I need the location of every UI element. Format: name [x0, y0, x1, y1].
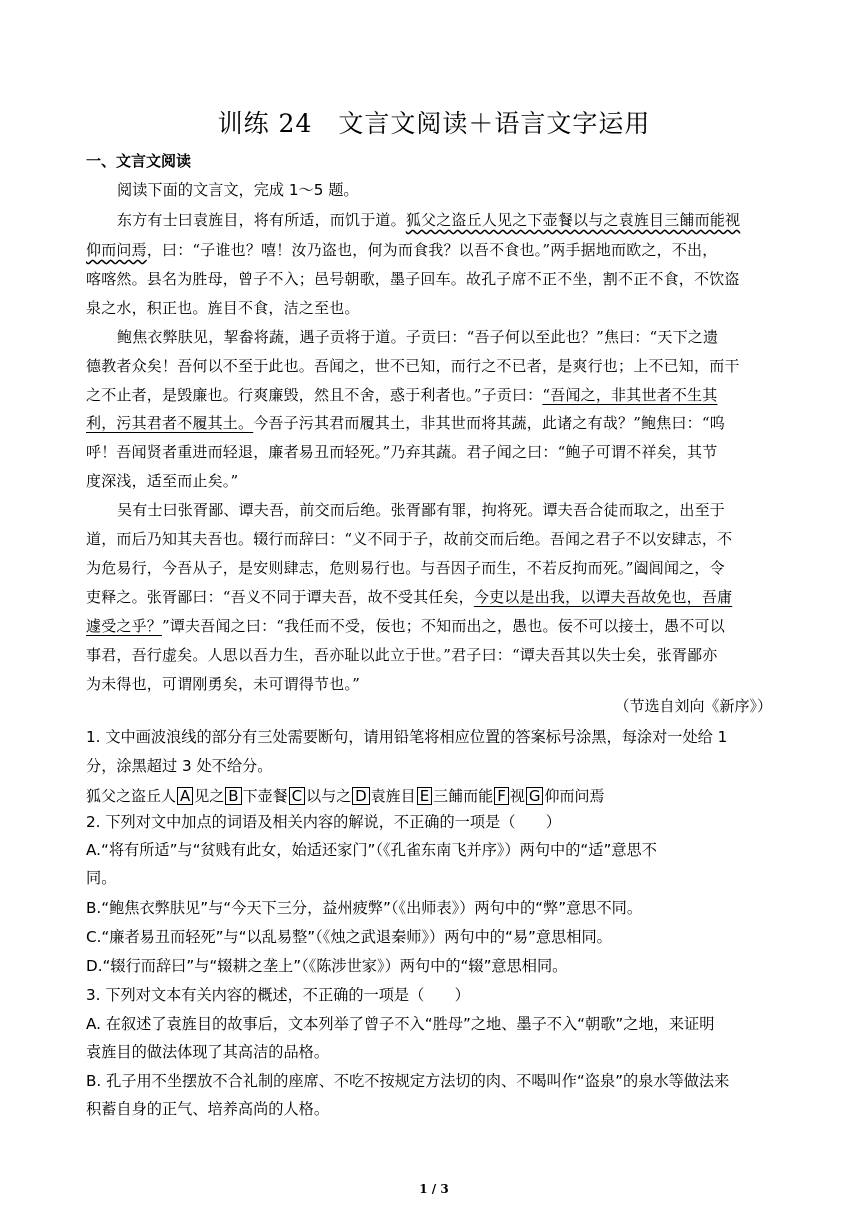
q2-option-a-cont: 同。: [86, 869, 117, 887]
q2-option-c: C.“廉者易丑而轻死”与“以乱易整”（《烛之武退秦师》）两句中的“易”意思相同。: [86, 928, 612, 946]
question-1-cont: 分，涂黑超过 3 处不给分。: [86, 757, 273, 775]
source-citation: （节选自刘向《新序》）: [614, 697, 772, 715]
q2-option-d: D.“辍行而辞曰”与“辍耕之垄上”（《陈涉世家》）两句中的“辍”意思相同。: [86, 957, 568, 975]
question-2: 2. 下列对文中加点的词语及相关内容的解说，不正确的一项是（ ）: [86, 813, 561, 831]
passage-line: 吴有士曰张胥鄙、谭夫吾，前交而后绝。张胥鄙有罪，拘将死。谭夫吾合徒而取之，出至于: [117, 501, 726, 519]
wavy-underline-text: 仰而问焉: [86, 241, 147, 259]
underlined-text: 利，污其君者不履其土。: [86, 414, 254, 432]
page-number: 1 / 3: [419, 1182, 449, 1196]
underlined-text: “吾闻之，非其世者不生其: [542, 386, 718, 404]
answer-box-a[interactable]: A: [177, 787, 193, 805]
passage-line: 呼！吾闻贤者重进而轻退，廉者易丑而轻死。”乃弃其蔬。君子闻之曰：“鲍子可谓不祥矣，其节: [86, 443, 718, 461]
passage-line: 为危易行，今吾从子，是安则肆志，危则易行也。与吾因子而生，不若反拘而死。”阖闾闻之，令: [86, 559, 725, 577]
answer-box-d[interactable]: D: [352, 787, 370, 805]
underlined-text: 今吏以是出我，以谭夫吾故免也，吾庸: [473, 588, 733, 606]
page-title: 训练 24 文言文阅读＋语言文字运用: [217, 109, 651, 138]
q3-option-a: A. 在叙述了袁旌目的故事后，文本列举了曾子不入“胜母”之地、墨子不入“朝歌”之地，来证明: [86, 1015, 715, 1033]
q1-options: 狐父之盗丘人 A 见之 B 下壶餐 C 以与之 D 袁旌目 E 三餔而能 F 视 G 仰而问焉: [86, 787, 605, 805]
answer-box-g[interactable]: G: [526, 787, 544, 805]
instructions: 阅读下面的文言文，完成 1～5 题。: [117, 181, 359, 199]
q3-option-b: B. 孔子用不坐摆放不合礼制的座席、不吃不按规定方法切的肉、不喝叫作“盗泉”的泉水等做法来: [86, 1072, 730, 1090]
q2-option-b: B.“鲍焦衣弊肤见”与“今天下三分，益州疲弊”（《出师表》）两句中的“弊”意思不同。: [86, 899, 643, 917]
passage-line: 利，污其君者不履其土。今吾子污其君而履其土，非其世而将其蔬，此诸之有哉？”鲍焦曰：“呜: [86, 414, 725, 432]
answer-box-e[interactable]: E: [417, 787, 432, 805]
q3-option-a-cont: 袁旌目的做法体现了其高洁的品格。: [86, 1043, 329, 1061]
answer-box-c[interactable]: C: [289, 787, 305, 805]
section-heading: 一、文言文阅读: [86, 152, 192, 170]
wavy-underline-text: 狐父之盗丘人见之下壶餐以与之袁旌目三餔而能视: [405, 211, 741, 229]
passage-line: 事君，吾行虚矣。人思以吾力生，吾亦耻以此立于世。”君子曰：“谭夫吾其以失士矣，张胥鄙亦: [86, 646, 718, 664]
passage-line: 吏释之。张胥鄙曰：“吾义不同于谭夫吾，故不受其任矣，今吏以是出我，以谭夫吾故免也，吾庸: [86, 588, 733, 606]
question-3: 3. 下列对文本有关内容的概述，不正确的一项是（ ）: [86, 986, 470, 1004]
q2-option-a: A.“将有所适”与“贫贱有此女，始适还家门”（《孔雀东南飞并序》）两句中的“适”意思不: [86, 841, 657, 859]
question-1: 1. 文中画波浪线的部分有三处需要断句，请用铅笔将相应位置的答案标号涂黑，每涂对一处给 1: [86, 728, 728, 746]
q3-option-b-cont: 积蓄自身的正气、培养高尚的人格。: [86, 1100, 329, 1118]
passage-line: 仰而问焉，曰：“子谁也？嘻！汝乃盗也，何为而食我？以吾不食也。”两手据地而欧之，不出，: [86, 241, 718, 259]
passage-line: 泉之水，积正也。旌目不食，洁之至也。: [86, 299, 360, 317]
answer-box-b[interactable]: B: [225, 787, 241, 805]
passage-line: 喀喀然。县名为胜母，曾子不入；邑号朝歌，墨子回车。故孔子席不正不坐，割不正不食，不饮盗: [86, 270, 740, 288]
passage-line: 度深浅，适至而止矣。”: [86, 472, 239, 490]
passage-line: 东方有士曰袁旌目，将有所适，而饥于道。狐父之盗丘人见之下壶餐以与之袁旌目三餔而能视: [117, 211, 741, 229]
passage-line: 为未得也，可谓刚勇矣，未可谓得节也。”: [86, 675, 360, 693]
passage-line: 德教者众矣！吾何以不至于此也。吾闻之，世不已知，而行之不已者，是爽行也；上不已知，而干: [86, 357, 740, 375]
passage-line: 遽受之乎？”谭夫吾闻之曰：“我任而不受，佞也；不知而出之，愚也。佞不可以接士，愚不可以: [86, 617, 725, 635]
passage-line: 鲍焦衣弊肤见，挈畚将蔬，遇子贡将于道。子贡曰：“吾子何以至此也？”焦曰：“天下之遗: [117, 328, 719, 346]
underlined-text: 遽受之乎？: [86, 617, 163, 635]
answer-box-f[interactable]: F: [494, 787, 509, 805]
passage-line: 之不止者，是毁廉也。行爽廉毁，然且不舍，惑于利者也。”子贡曰：“吾闻之，非其世者不生其: [86, 386, 718, 404]
passage-line: 道，而后乃知其夫吾也。辍行而辞曰：“义不同于子，故前交而后绝。吾闻之君子不以安肆志，不: [86, 530, 733, 548]
